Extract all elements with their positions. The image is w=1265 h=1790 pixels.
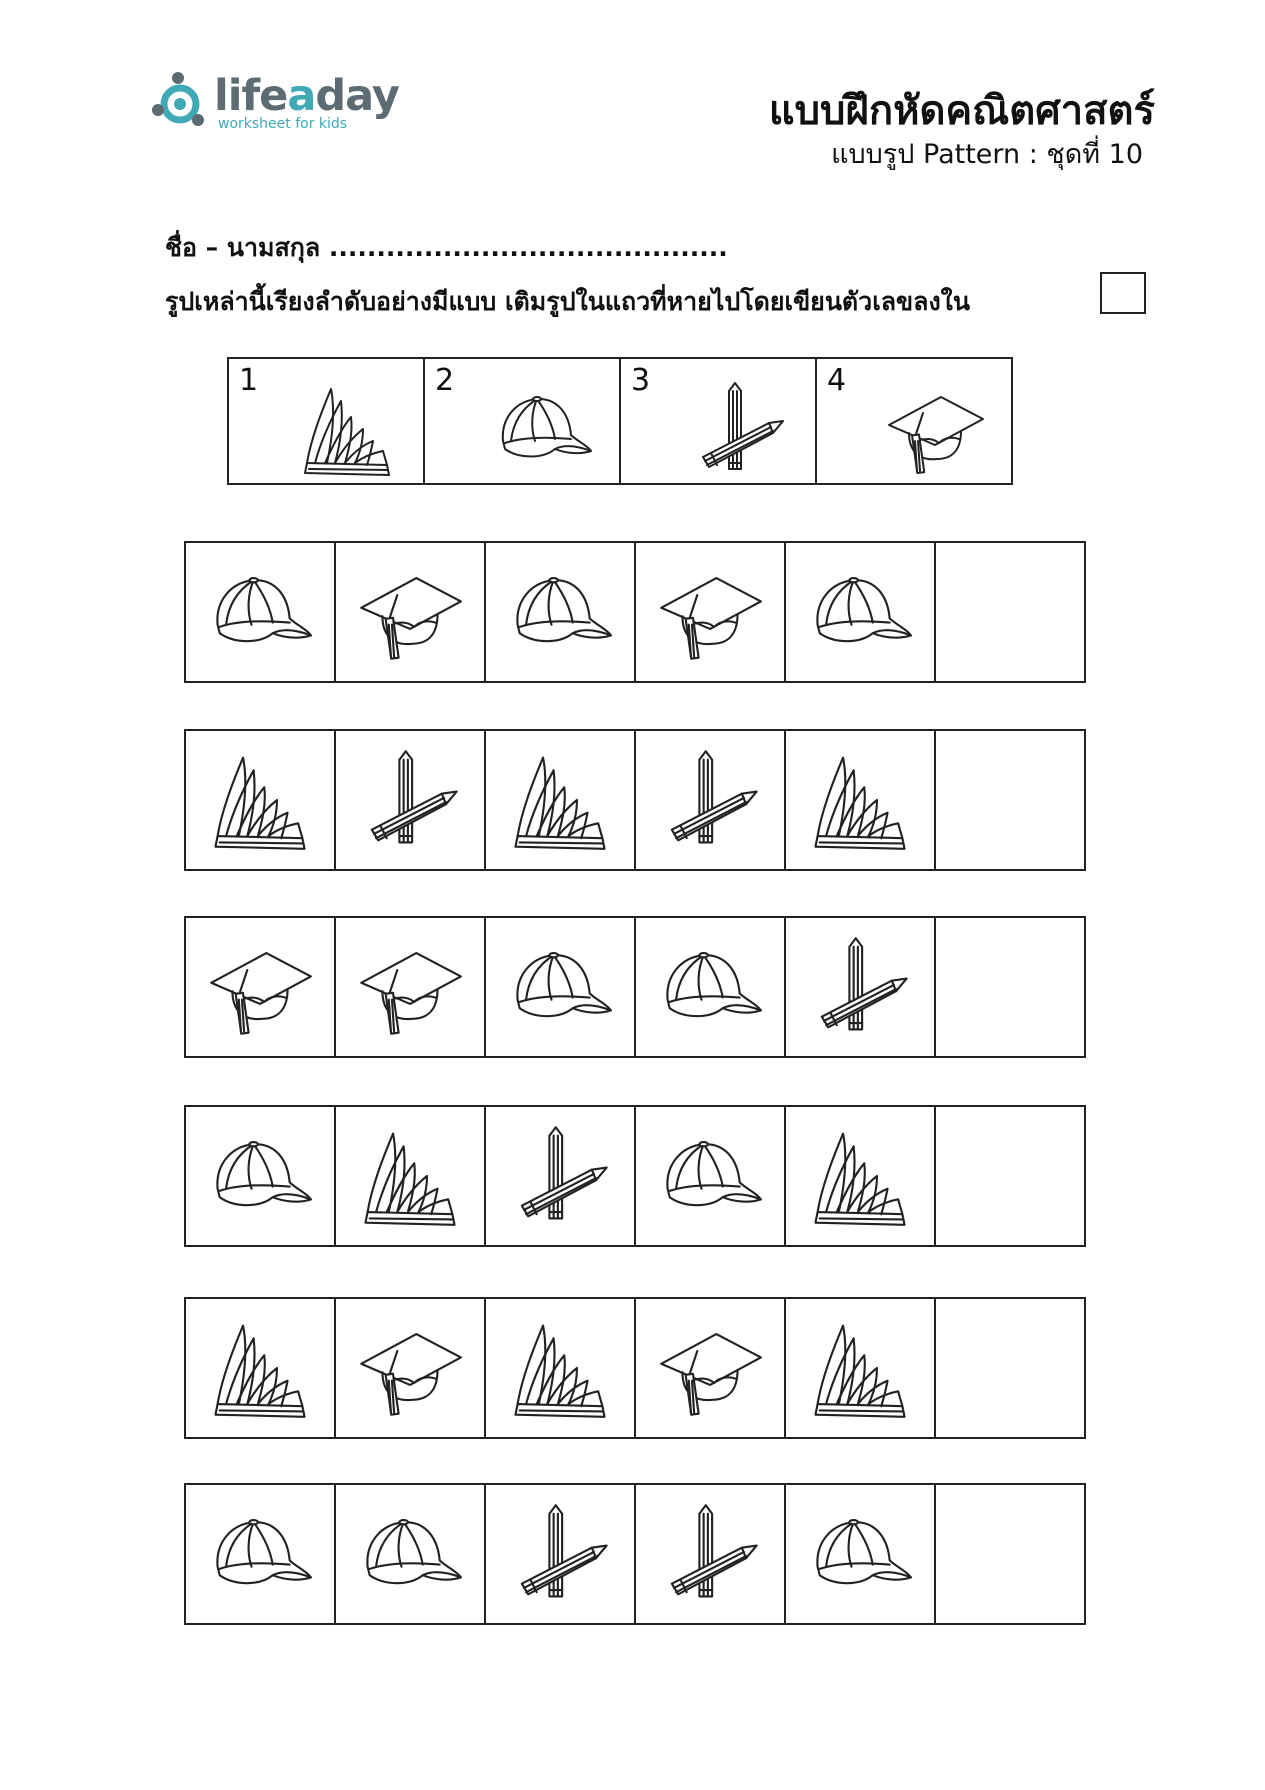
pattern-cell: [636, 731, 786, 869]
book-icon: [507, 747, 613, 853]
pencil-icon: [507, 1501, 613, 1607]
pattern-cell: [186, 1107, 336, 1245]
graduation-cap-icon: [357, 559, 463, 665]
pattern-cell: [636, 918, 786, 1056]
legend-number: 1: [239, 363, 259, 398]
pattern-answer-cell[interactable]: [936, 1485, 1084, 1623]
book-icon: [807, 1123, 913, 1229]
cap-icon: [807, 559, 913, 665]
pattern-answer-cell[interactable]: [936, 543, 1084, 681]
logo-wordmark: lifeaday: [214, 71, 399, 121]
legend-cell: [229, 359, 425, 483]
book-icon: [807, 1315, 913, 1421]
pattern-cell: [786, 1299, 936, 1437]
pattern-cell: [336, 543, 486, 681]
pattern-cell: [186, 1299, 336, 1437]
pattern-cell: [486, 543, 636, 681]
book-icon: [297, 379, 397, 479]
pencil-icon: [807, 934, 913, 1040]
book-icon: [507, 1315, 613, 1421]
pencil-icon: [507, 1123, 613, 1229]
pattern-row: [184, 729, 1086, 871]
pattern-cell: [186, 1485, 336, 1623]
pattern-cell: [636, 543, 786, 681]
pattern-cell: [336, 1299, 486, 1437]
pattern-cell: [636, 1299, 786, 1437]
pattern-cell: [486, 731, 636, 869]
pattern-answer-cell[interactable]: [936, 1299, 1084, 1437]
pattern-row: [184, 1297, 1086, 1439]
pattern-row: [184, 541, 1086, 683]
cap-icon: [657, 1123, 763, 1229]
pattern-cell: [186, 731, 336, 869]
name-field-line[interactable]: ชื่อ – นามสกุล ..........................................: [165, 233, 728, 262]
pencil-icon: [689, 379, 789, 479]
pattern-row: [184, 916, 1086, 1058]
pattern-cell: [186, 543, 336, 681]
lifeaday-logo: [152, 70, 399, 140]
cap-icon: [657, 934, 763, 1040]
legend-key: [227, 357, 1013, 485]
book-icon: [207, 747, 313, 853]
logo-molecule-icon: [152, 70, 212, 134]
cap-icon: [493, 379, 593, 479]
pattern-cell: [336, 918, 486, 1056]
cap-icon: [207, 559, 313, 665]
legend-cell: [425, 359, 621, 483]
pattern-cell: [786, 1107, 936, 1245]
pattern-cell: [786, 1485, 936, 1623]
graduation-cap-icon: [357, 934, 463, 1040]
instruction-answer-box: [1100, 272, 1146, 314]
pattern-cell: [786, 731, 936, 869]
legend-cell: [621, 359, 817, 483]
pattern-row: [184, 1105, 1086, 1247]
pattern-cell: [786, 543, 936, 681]
legend-number: 4: [827, 363, 847, 398]
pattern-cell: [336, 1485, 486, 1623]
legend-number: 3: [631, 363, 651, 398]
pencil-icon: [357, 747, 463, 853]
pencil-icon: [657, 1501, 763, 1607]
pattern-row: [184, 1483, 1086, 1625]
book-icon: [357, 1123, 463, 1229]
pattern-cell: [636, 1107, 786, 1245]
pattern-cell: [636, 1485, 786, 1623]
pattern-cell: [786, 918, 936, 1056]
cap-icon: [207, 1501, 313, 1607]
pattern-cell: [186, 918, 336, 1056]
pattern-cell: [486, 1485, 636, 1623]
pattern-cell: [336, 731, 486, 869]
cap-icon: [357, 1501, 463, 1607]
cap-icon: [507, 934, 613, 1040]
pencil-icon: [657, 747, 763, 853]
legend-cell: [817, 359, 1011, 483]
cap-icon: [807, 1501, 913, 1607]
instruction-text: รูปเหล่านี้เรียงลำดับอย่างมีแบบ เติมรูปในแถวที่หายไปโดยเขียนตัวเลขลงใน: [165, 287, 970, 316]
cap-icon: [207, 1123, 313, 1229]
pattern-cell: [486, 1299, 636, 1437]
book-icon: [207, 1315, 313, 1421]
pattern-answer-cell[interactable]: [936, 731, 1084, 869]
graduation-cap-icon: [357, 1315, 463, 1421]
cap-icon: [507, 559, 613, 665]
book-icon: [807, 747, 913, 853]
graduation-cap-icon: [207, 934, 313, 1040]
legend-number: 2: [435, 363, 455, 398]
logo-tagline: worksheet for kids: [218, 116, 348, 132]
graduation-cap-icon: [657, 559, 763, 665]
pattern-cell: [486, 918, 636, 1056]
graduation-cap-icon: [657, 1315, 763, 1421]
worksheet-title: แบบฝึกหัดคณิตศาสตร์: [768, 88, 1155, 134]
graduation-cap-icon: [885, 379, 985, 479]
pattern-cell: [486, 1107, 636, 1245]
pattern-cell: [336, 1107, 486, 1245]
pattern-answer-cell[interactable]: [936, 918, 1084, 1056]
worksheet-subtitle: แบบรูป Pattern : ชุดที่ 10: [831, 139, 1143, 170]
pattern-answer-cell[interactable]: [936, 1107, 1084, 1245]
